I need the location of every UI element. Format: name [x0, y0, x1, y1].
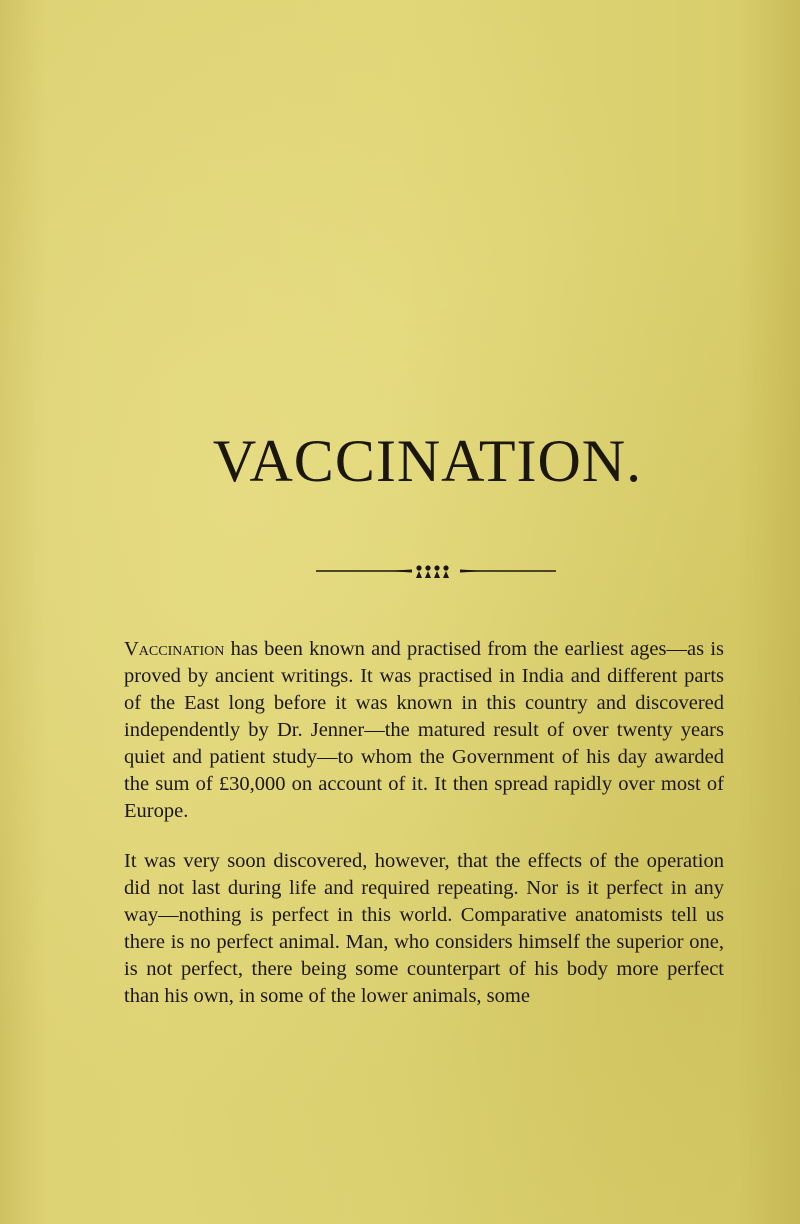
paragraph: [124, 848, 724, 1010]
paragraph: [124, 636, 724, 825]
paragraph-text: It was very soon discovered, however, that the effects of the operation did not last during life and required repeating. Nor is it perfect in any way—nothing is perfect in this world. Comparative anatomists tell us there is no perfect animal. Man, who considers himself the superior one, is not perfect, there being some counterpart of his body more perfect than his own, in some of the lower animals, some: [124, 850, 724, 1007]
paragraph-text: has been known and practised from the earliest ages—as is proved by ancient writings. It was practised in India and different parts of the East long before it was known in this country and discovered independently by Dr. Jenner—the matured result of over twenty years quiet and patient study—to whom the Government of his day awarded the sum of £30,000 on account of it. It then spread rapidly over most of Europe.: [124, 638, 724, 822]
paragraph-lead-word: Vaccination: [124, 638, 225, 660]
chapter-title: VACCINATION.: [212, 428, 643, 494]
ornamental-divider: [316, 562, 556, 580]
body-text: [124, 636, 724, 1010]
